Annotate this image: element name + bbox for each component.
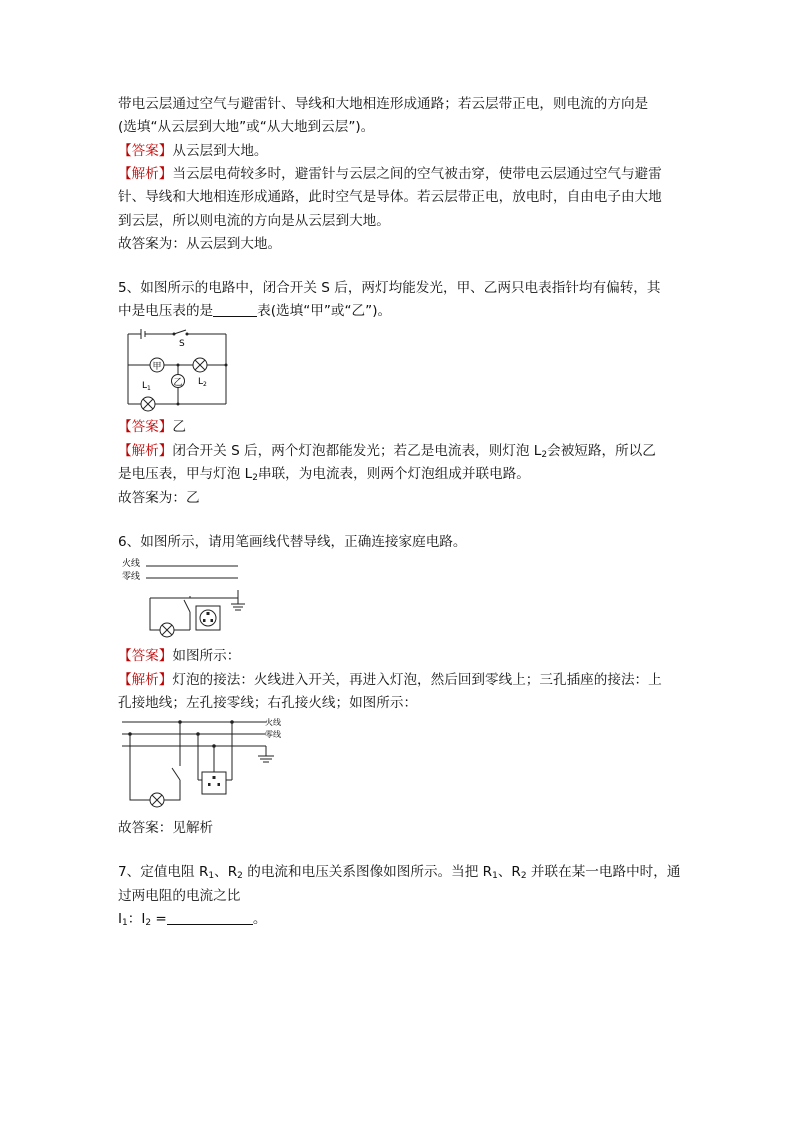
q6-household-circuit-answer [118,716,293,808]
q7-text: 7、定值电阻 R [118,864,209,880]
q7-text: 并联在某一电路中时，通 [526,864,681,880]
answer-text: 从云层到大地。 [172,143,268,159]
q7-text: 、R [497,864,521,880]
lamp-l2 [193,358,207,372]
q4-text-line1: 带电云层通过空气与避雷针、导线和大地相连形成通路；若云层带正电，则电流的方向是 [118,96,649,112]
q6-answer [118,645,688,669]
subscript: 1 [208,871,215,881]
lamp2-label: $L_2$ [198,377,207,388]
q7-text-line2: 过两电阻的电流之比 [118,888,241,904]
q7-text: 、R [214,864,238,880]
q6-analysis-line2: 孔接地线；左孔接零线；右孔接火线；如图所示： [118,695,418,711]
neutral-wire-label: 零线 [122,572,141,582]
subscript: 2 [237,871,243,881]
q4-final: 故答案为：从云层到大地。 [118,236,282,252]
socket-symbol [196,606,220,630]
subscript: 1 [492,871,498,881]
q6-household-circuit-question [118,556,258,642]
q4-analysis-line1 [118,163,688,187]
subscript: 2 [541,450,548,460]
answer-blank [167,910,253,925]
q5-text-line1: 5、如图所示的电路中，闭合开关 S 后，两灯均能发光，甲、乙两只电表指针均有偏转，其 [118,280,661,296]
q5-answer [118,416,688,440]
q4-text-line2: (选填“从云层到大地”或“从大地到云层”)。 [118,119,375,135]
subscript: 2 [145,918,152,928]
svg-text:乙: 乙 [173,378,183,388]
q4-analysis-line2: 针、导线和大地相连形成通路，此时空气是导体。若云层带正电，放电时，自由电子由大地 [118,189,662,205]
q7-text: ：I [127,911,146,927]
q7-text: 的电流和电压关系图像如图所示。当把 R [242,864,493,880]
q7-text-line3 [118,908,688,936]
q5-final: 故答案为：乙 [118,490,200,506]
analysis-tag: 【解析】 [118,672,173,688]
lamp-symbol [150,793,164,807]
subscript: 2 [520,871,527,881]
lamp-l1 [141,397,155,411]
answer-text: 如图所示： [172,648,241,664]
answer-text: 乙 [172,419,186,435]
meter-yi [172,375,185,389]
analysis-text: 会被短路，所以乙 [547,443,656,459]
analysis-text: 是电压表，甲与灯泡 L [118,466,253,482]
live-wire-label: 火线 [122,559,141,569]
q7-text: = [151,911,167,927]
q6-analysis-line1 [118,669,688,693]
analysis-text: 当云层电荷较多时，避雷针与云层之间的空气被击穿，使带电云层通过空气与避雷 [172,166,662,182]
switch-label: S [179,339,185,349]
live-wire-label: 火线 [265,718,281,727]
lamp1-label: $L_1$ [142,381,151,392]
q5-text-post: 表(选填“甲”或“乙”)。 [257,303,392,319]
socket-symbol [202,772,226,794]
analysis-tag: 【解析】 [118,166,173,182]
q6-text-line1: 6、如图所示，请用笔画线代替导线，正确连接家庭电路。 [118,534,467,550]
subscript: 2 [252,473,258,483]
q5-circuit-diagram [118,322,238,414]
svg-text:甲: 甲 [152,362,162,372]
analysis-tag: 【解析】 [118,443,173,459]
q7-text: 。 [252,911,267,927]
q5-text-pre: 中是电压表的是 [118,303,214,319]
answer-tag: 【答案】 [118,419,173,435]
neutral-wire-label: 零线 [265,730,281,739]
analysis-text: 串联，为电流表，则两个灯泡组成并联电路。 [257,466,530,482]
answer-tag: 【答案】 [118,143,173,159]
q5-text-line2 [118,300,688,324]
q4-analysis-line3: 到云层，所以则电流的方向是从云层到大地。 [118,213,390,229]
q6-final: 故答案：见解析 [118,820,214,836]
subscript: 1 [122,918,128,928]
lamp-symbol [160,623,174,637]
analysis-text: 闭合开关 S 后，两个灯泡都能发光；若乙是电流表，则灯泡 L [172,443,542,459]
q7-text: I [118,911,123,927]
q4-answer [118,140,688,164]
answer-blank [213,302,257,317]
analysis-text: 灯泡的接法：火线进入开关，再进入灯泡，然后回到零线上；三孔插座的接法：上 [172,672,662,688]
meter-jia [150,358,164,372]
answer-tag: 【答案】 [118,648,173,664]
